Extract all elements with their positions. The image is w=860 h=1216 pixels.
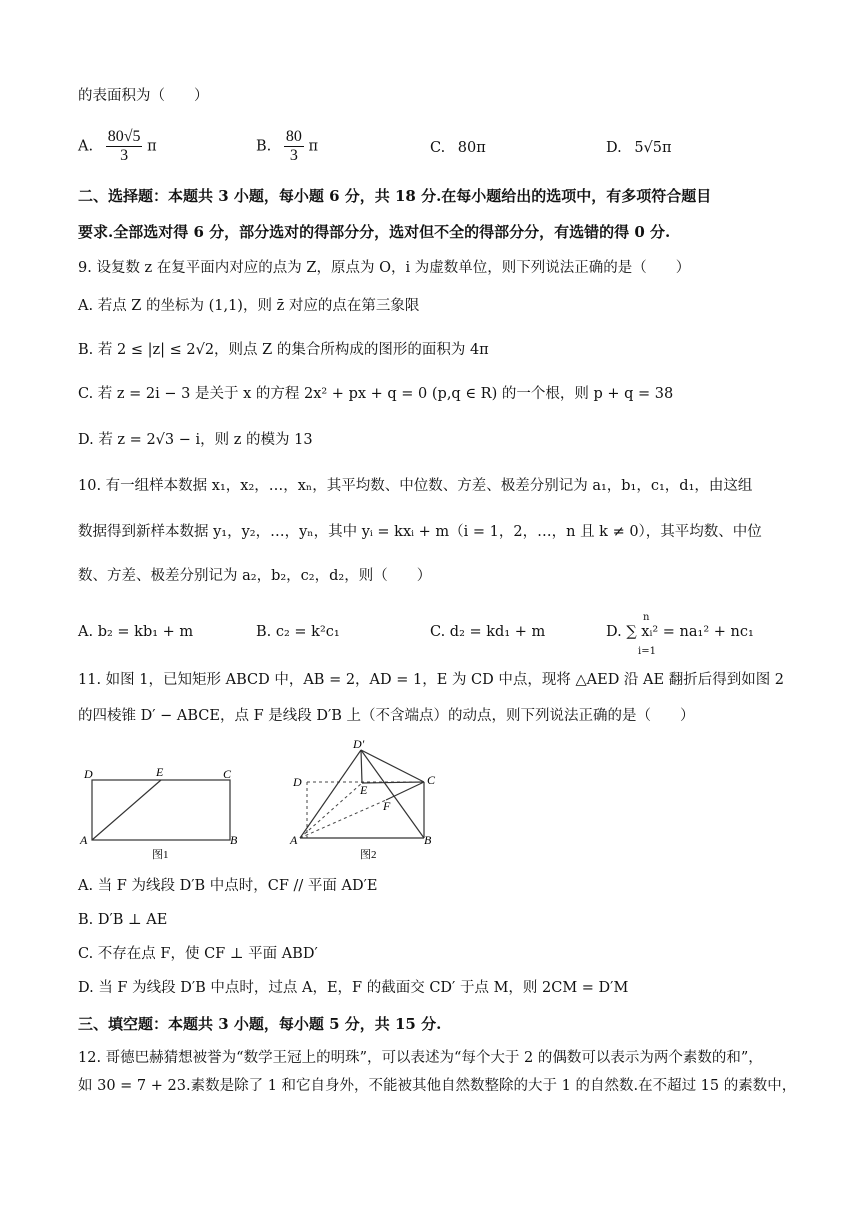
q8-option-b[interactable]	[256, 128, 318, 165]
q8-option-a[interactable]	[78, 128, 157, 165]
sum-upper-limit: n	[643, 612, 650, 623]
option-value: 5√5π	[634, 140, 672, 156]
fig1-label-a: A	[80, 833, 88, 847]
denominator: 3	[289, 147, 298, 164]
q10-stem-line1: 10. 有一组样本数据 x₁，x₂，…，xₙ，其平均数、中位数、方差、极差分别记为 a₁，b₁，c₁，d₁，由这组	[78, 478, 753, 494]
pi-symbol: π	[308, 138, 319, 155]
option-label: C.	[430, 140, 446, 156]
q9-option-c[interactable]: C. 若 z = 2i − 3 是关于 x 的方程 2x² + px + q = 0 (p,q ∈ R) 的一个根，则 p + q = 38	[78, 386, 674, 402]
q11-option-d[interactable]: D. 当 F 为线段 D′B 中点时，过点 A，E，F 的截面交 CD′ 于点 M，则 2CM = D′M	[78, 980, 629, 996]
figure-1-rectangle	[79, 765, 238, 861]
numerator: 80√5	[107, 128, 141, 145]
option-label: A.	[78, 138, 94, 155]
fig1-label-d: D	[84, 767, 93, 781]
section2-heading-line2: 要求.全部选对得 6 分，部分选对的得部分分，选对但不全的得部分分，有选错的得 0 分.	[78, 223, 671, 241]
fig2-label-d: D	[293, 775, 302, 789]
figure-2-pyramid	[289, 738, 436, 861]
section3-heading: 三、填空题：本题共 3 小题，每小题 5 分，共 15 分.	[78, 1015, 442, 1033]
q11-stem-line2: 的四棱锥 D′ − ABCE，点 F 是线段 D′B 上（不含端点）的动点，则下列说法正确的是（ ）	[78, 708, 695, 724]
q10-stem-line3: 数、方差、极差分别记为 a₂，b₂，c₂，d₂，则（ ）	[78, 568, 432, 584]
q10-option-d[interactable]	[606, 612, 754, 657]
q10-option-a[interactable]: A. b₂ = kb₁ + m	[78, 624, 194, 640]
q11-option-b[interactable]: B. D′B ⊥ AE	[78, 912, 168, 928]
q10-option-b[interactable]: B. c₂ = k²c₁	[256, 624, 340, 640]
q11-stem-line1: 11. 如图 1，已知矩形 ABCD 中，AB = 2，AD = 1，E 为 CD 中点，现将 △AED 沿 AE 翻折后得到如图 2	[78, 672, 785, 688]
q12-stem-line1: 12. 哥德巴赫猜想被誉为“数学王冠上的明珠”，可以表述为“每个大于 2 的偶数可以表示为两个素数的和”，	[78, 1050, 763, 1066]
option-text: D. ∑ xᵢ² = na₁² + nc₁	[606, 624, 754, 640]
fig2-label-e: E	[360, 783, 368, 797]
q8-option-d[interactable]	[606, 138, 672, 158]
q8-option-c[interactable]	[430, 138, 486, 158]
fig2-label-b: B	[424, 833, 432, 847]
fig1-label-b: B	[230, 833, 238, 847]
fig2-label-a: A	[290, 833, 298, 847]
q11-option-c[interactable]: C. 不存在点 F，使 CF ⊥ 平面 ABD′	[78, 946, 318, 962]
q9-option-d[interactable]: D. 若 z = 2√3 − i，则 z 的模为 13	[78, 432, 313, 448]
sum-lower-limit: i=1	[638, 646, 656, 657]
fig2-label-c: C	[427, 773, 436, 787]
fraction	[284, 128, 304, 165]
q9-option-a[interactable]: A. 若点 Z 的坐标为 (1,1)，则 z̄ 对应的点在第三象限	[78, 298, 420, 314]
denominator: 3	[120, 147, 129, 164]
q10-stem-line2: 数据得到新样本数据 y₁，y₂，…，yₙ，其中 yᵢ = kxᵢ + m（i = 1，2，…，n 且 k ≠ 0），其平均数、中位	[78, 524, 762, 540]
q9-stem: 9. 设复数 z 在复平面内对应的点为 Z，原点为 O，i 为虚数单位，则下列说法正确的是（ ）	[78, 260, 691, 276]
fraction	[106, 128, 143, 165]
q11-option-a[interactable]: A. 当 F 为线段 D′B 中点时，CF // 平面 AD′E	[78, 878, 378, 894]
q9-option-b[interactable]: B. 若 2 ≤ |z| ≤ 2√2，则点 Z 的集合所构成的图形的面积为 4π	[78, 342, 489, 358]
fig2-caption: 图2	[360, 849, 377, 861]
fig2-label-dprime: D′	[353, 738, 365, 751]
fig1-label-e: E	[156, 765, 164, 779]
fig1-caption: 图1	[152, 849, 169, 861]
q8-stem-tail: 的表面积为（ ）	[78, 88, 209, 104]
section2-heading-line1: 二、选择题：本题共 3 小题，每小题 6 分，共 18 分.在每小题给出的选项中，有多项符合题目	[78, 187, 712, 205]
q11-figures	[70, 738, 450, 866]
option-label: D.	[606, 140, 622, 156]
fig1-label-c: C	[223, 767, 232, 781]
option-value: 80π	[457, 140, 486, 156]
q10-option-c[interactable]: C. d₂ = kd₁ + m	[430, 624, 546, 640]
numerator: 80	[285, 128, 302, 145]
q12-stem-line2: 如 30 = 7 + 23.素数是除了 1 和它自身外，不能被其他自然数整除的大于 1 的自然数.在不超过 15 的素数中，	[78, 1078, 797, 1094]
option-label: B.	[256, 138, 272, 155]
pi-symbol: π	[147, 138, 157, 155]
fig2-label-f: F	[383, 799, 391, 813]
